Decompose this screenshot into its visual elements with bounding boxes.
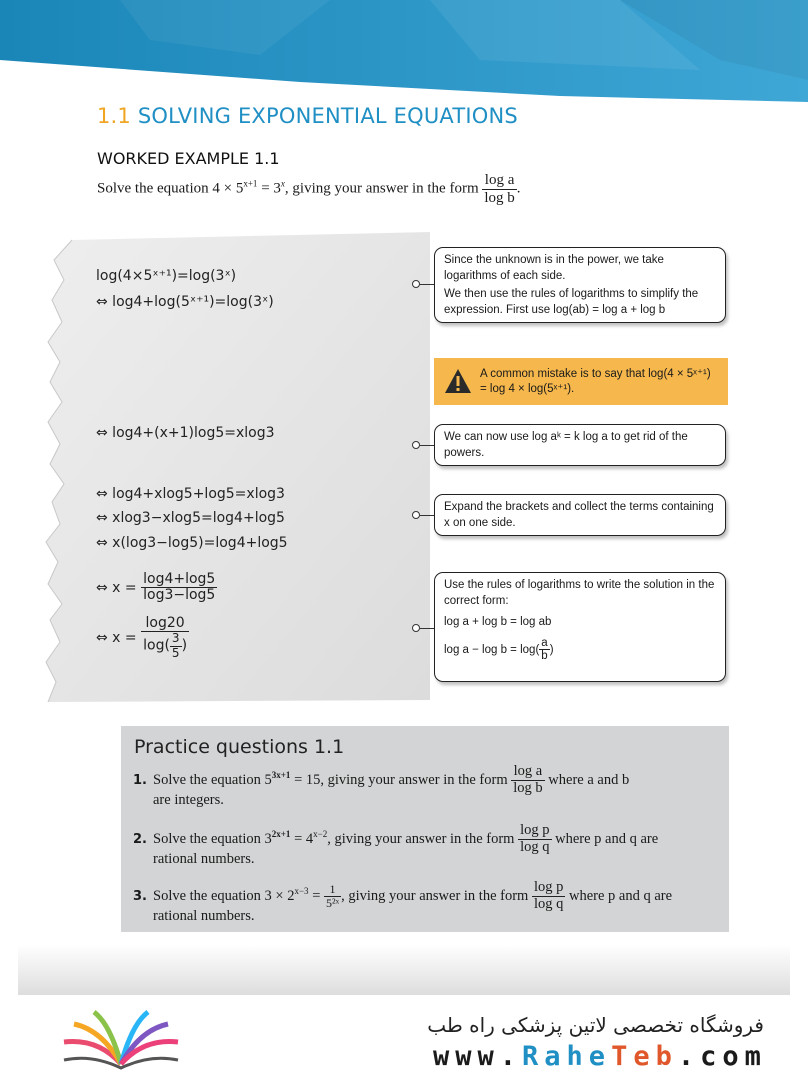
practice-question-3 [133,880,713,925]
problem-form-fraction [482,172,516,206]
question-3-exponent: x−3 [294,885,309,896]
step-6: ⇔ x(log3−log5)=log4+log5 [96,535,288,551]
step-2: ⇔ log4+log(5ˣ⁺¹)=log(3ˣ) [96,294,274,310]
step-8-inner-den: 5 [171,645,180,660]
warning-box [434,358,728,405]
step-8-numerator: log20 [141,616,189,632]
bottom-shade [18,945,790,995]
connector-line-2 [420,445,434,446]
form-denominator: log b [484,189,515,206]
step-7-fraction [141,572,217,604]
header-banner [0,0,808,105]
step-7 [96,572,217,604]
question-1-exponent: 3x+1 [271,769,291,780]
step-8-denominator: log( $\frac{3}{5}$ ) [143,631,188,660]
site-prefix: www. [433,1041,523,1072]
step-7-denominator: log3−log5 [143,587,216,604]
callout-4-rule-1: log a + log b = log ab [444,616,552,628]
callout-logarithms [434,247,726,323]
question-2-number: 2. [133,831,147,847]
rule-2-denominator: b [541,650,548,663]
question-3-pre: Solve the equation 3 × 2 [153,887,295,904]
question-2-pre: Solve the equation 3 [153,830,272,847]
question-3-line-2: rational numbers. [153,907,255,924]
question-3-equals: = [308,887,321,904]
site-suffix: .com [677,1041,767,1072]
question-1-frac-num: log a [511,764,544,781]
callout-1-paragraph-1: Since the unknown is in the power, we take logarithms of each side. [444,254,664,282]
rule-2-numerator: a [541,636,548,649]
step-8-den-log: log [143,638,165,655]
question-2-exponent-2: x−2 [313,828,328,839]
practice-question-2 [133,823,713,868]
question-2-line-2: rational numbers. [153,850,255,867]
step-1: log(4×5ˣ⁺¹)=log(3ˣ) [96,268,237,284]
section-number: 1.1 [97,104,131,128]
connector-dot-1 [412,280,420,288]
connector-line-4 [420,628,434,629]
question-1-fraction [511,764,544,797]
problem-tail: , giving your answer in the form [284,180,479,197]
question-1-line-2: are integers. [153,791,224,808]
practice-title: Practice questions 1.1 [134,736,345,758]
question-1-frac-den: log b [513,779,543,796]
callout-4-rule-2-pre: log a − log b = log [444,643,536,656]
question-3-mid: , giving your answer in the form [341,887,529,904]
website-link[interactable] [433,1041,767,1072]
callout-expand [434,494,726,536]
section-title-text: SOLVING EXPONENTIAL EQUATIONS [137,104,518,128]
book-logo-icon [58,1008,184,1074]
question-1-post: where a and b [544,771,630,788]
callout-4-intro: Use the rules of logarithms to write the solution in the correct form: [444,579,715,607]
step-8-lhs: ⇔ x = [96,629,137,646]
callout-4-rule-2-fraction [539,637,549,663]
question-1-pre: Solve the equation 5 [153,771,272,788]
connector-dot-4 [412,624,420,632]
callout-4-rule-2: log a − log b = log( $\frac{a}{b}$ ) [444,636,554,663]
step-8-inner-fraction [170,632,182,659]
question-3-fraction [532,880,565,913]
worked-example-problem [97,172,757,206]
callout-2-text: We can now use log aᵏ = k log a to get rid of the powers. [444,431,688,459]
form-numerator: log a [482,172,516,190]
question-2-mid: = 4 [290,830,314,847]
step-8-inner-num: 3 [171,631,180,646]
problem-period: . [516,180,521,197]
site-teb: Teb [611,1041,678,1072]
connector-dot-3 [412,511,420,519]
section-title [97,104,518,128]
question-1-number: 1. [133,772,147,788]
question-2-fraction [518,823,551,856]
practice-question-1 [133,764,713,809]
connector-line-3 [420,515,434,516]
worked-example-title: WORKED EXAMPLE 1.1 [97,149,280,168]
problem-exponent-1: x+1 [243,178,258,189]
callout-3-text: Expand the brackets and collect the terms containing x on one side. [444,501,714,529]
practice-questions-box [121,726,729,932]
step-7-lhs: ⇔ x = [96,579,137,596]
step-8 [96,616,189,660]
problem-text: Solve the equation 4 × 5 [97,180,244,197]
callout-1-paragraph-2: We then use the rules of logarithms to simplify the expression. First use log(ab) = log a + log b [444,288,699,316]
shop-name: فروشگاه تخصصی لاتین پزشکی راه طب [427,1013,764,1037]
question-2-mid-2: , giving your answer in the form [327,830,515,847]
question-3-frac-den: log q [533,895,564,912]
callout-solution-form [434,572,726,682]
problem-exponent-2: x [280,178,285,189]
question-3-rhs-num: 1 [324,883,341,897]
step-8-fraction [141,616,189,660]
question-1-mid: = 15, giving your answer in the form [290,771,508,788]
warning-text: A common mistake is to say that log(4 × 5ˣ⁺¹) = log 4 × log(5ˣ⁺¹). [480,368,711,395]
step-7-numerator: log4+log5 [143,571,216,587]
connector-dot-2 [412,441,420,449]
step-5: ⇔ xlog3−xlog5=log4+log5 [96,510,285,526]
step-3: ⇔ log4+(x+1)log5=xlog3 [96,425,275,441]
site-rahe: Rahe [522,1041,612,1072]
connector-line-1 [420,284,434,285]
warning-triangle-icon [444,368,472,394]
question-2-exponent: 2x+1 [271,828,291,839]
question-3-rhs-den: 5²ˣ [326,895,340,910]
question-3-number: 3. [133,888,147,904]
question-2-frac-num: log p [520,822,550,838]
question-3-rhs-fraction [324,883,341,910]
question-3-post: where p and q are [565,887,673,904]
step-4: ⇔ log4+xlog5+log5=xlog3 [96,486,285,502]
callout-power-rule [434,424,726,466]
question-2-frac-den: log q [520,838,550,855]
problem-middle: = 3 [257,180,281,197]
question-3-frac-num: log p [533,879,564,895]
question-2-post: where p and q are [551,830,659,847]
